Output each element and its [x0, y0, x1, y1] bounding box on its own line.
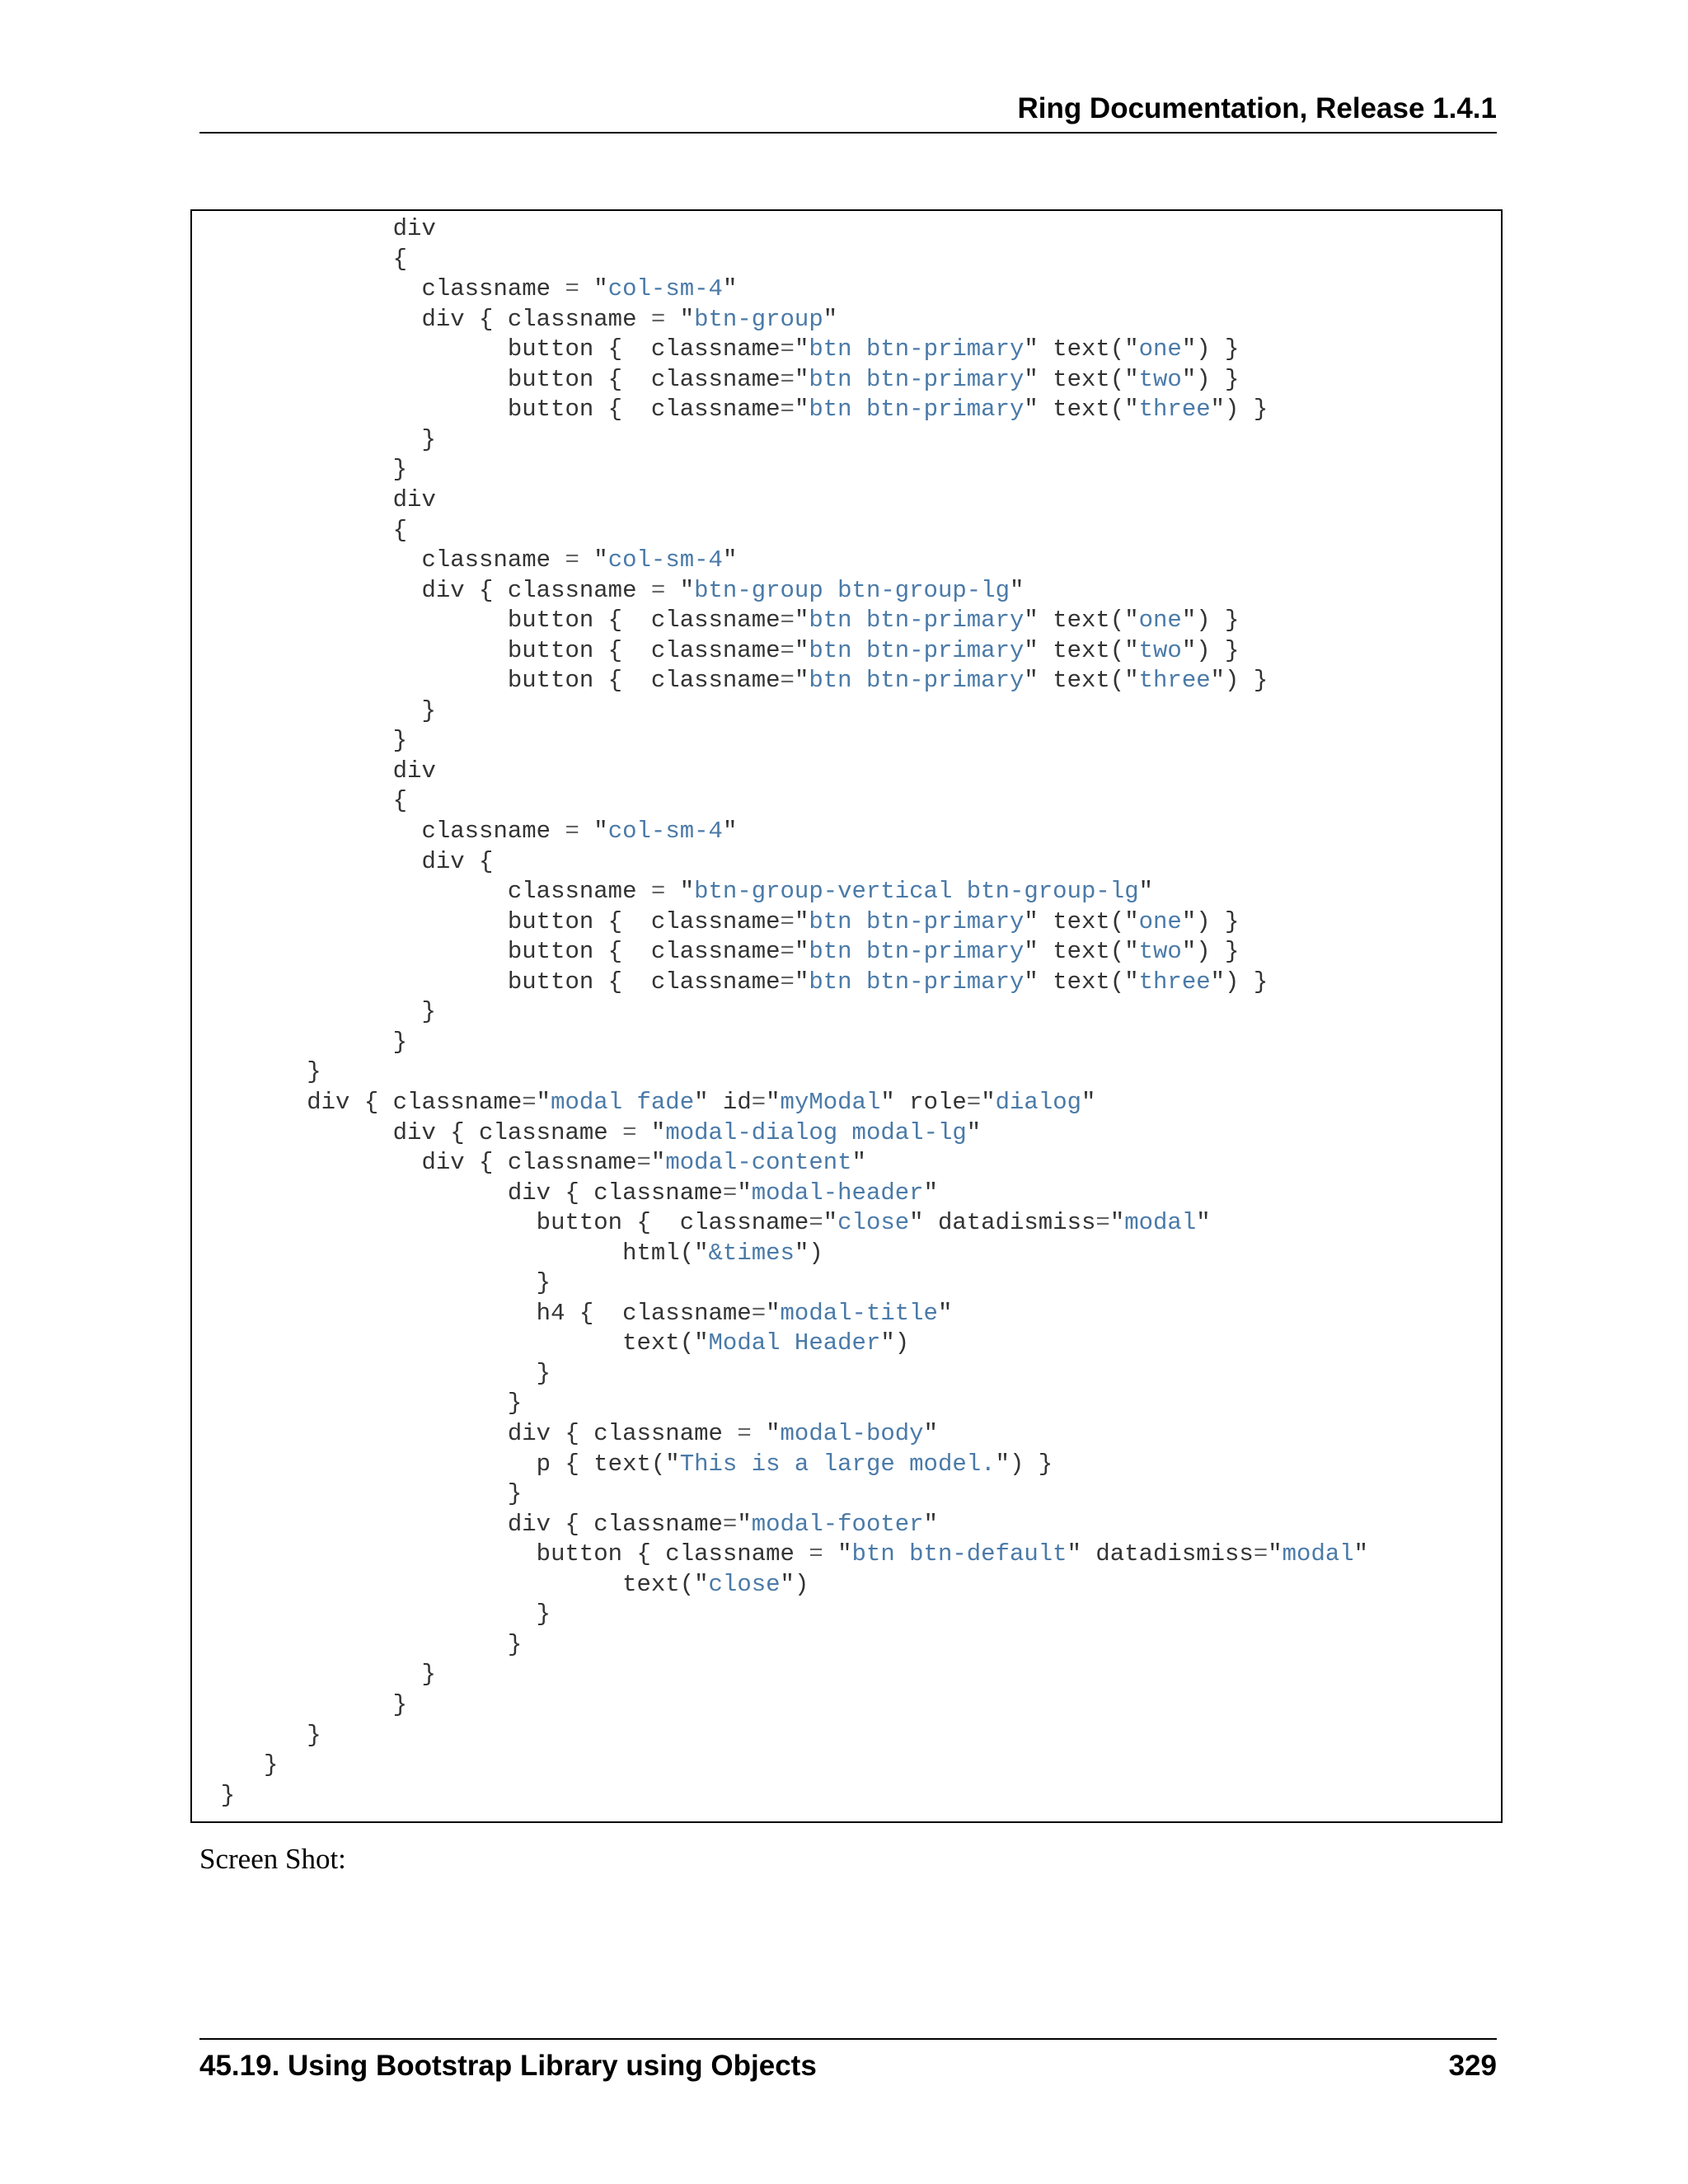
code-line: div { classname="modal-header"	[192, 1179, 938, 1207]
code-line: {	[192, 516, 408, 544]
code-line: text("Modal Header")	[192, 1329, 910, 1357]
code-line: }	[192, 998, 436, 1026]
code-line: }	[192, 1390, 523, 1418]
document-title: Ring Documentation, Release 1.4.1	[1017, 92, 1497, 124]
code-line: }	[192, 1269, 551, 1297]
code-block	[190, 209, 1503, 1823]
code-line: }	[192, 1781, 236, 1809]
code-line: div	[192, 215, 436, 242]
code-line: }	[192, 696, 436, 724]
code-line: button { classname="btn btn-primary" text("one") }	[192, 335, 1240, 363]
code-line: classname = "col-sm-4"	[192, 818, 738, 845]
screenshot-caption: Screen Shot:	[199, 1843, 346, 1875]
code-line: }	[192, 1721, 321, 1749]
code-line: classname = "col-sm-4"	[192, 275, 738, 303]
code-line: button { classname="btn btn-primary" text("one") }	[192, 907, 1240, 935]
code-line: button { classname="btn btn-primary" text("two") }	[192, 938, 1240, 966]
code-line: button { classname = "btn btn-default" datadismiss="modal"	[192, 1540, 1369, 1568]
code-line: div { classname="modal-content"	[192, 1149, 866, 1177]
code-line: div { classname="modal fade" id="myModal" role="dialog"	[192, 1088, 1096, 1116]
code-line: button { classname="btn btn-primary" text("one") }	[192, 607, 1240, 635]
code-line: div { classname = "btn-group btn-group-lg"	[192, 576, 1025, 604]
code-line: p { text("This is a large model.") }	[192, 1450, 1053, 1478]
code-line: h4 { classname="modal-title"	[192, 1299, 953, 1327]
page-footer	[199, 2038, 1497, 2083]
code-line: div { classname = "btn-group"	[192, 305, 838, 333]
code-line: button { classname="btn btn-primary" text("three") }	[192, 396, 1268, 424]
code-line: {	[192, 787, 408, 815]
code-line: }	[192, 1058, 321, 1086]
code-line: button { classname="btn btn-primary" text("three") }	[192, 667, 1268, 695]
code-line: {	[192, 245, 408, 273]
code-line: }	[192, 1661, 436, 1689]
code-line: div { classname = "modal-body"	[192, 1420, 938, 1447]
section-title: 45.19. Using Bootstrap Library using Objects	[199, 2050, 817, 2082]
code-line: }	[192, 456, 408, 484]
code-line: }	[192, 1690, 408, 1718]
code-line: classname = "btn-group-vertical btn-group-lg"	[192, 878, 1154, 906]
code-line: }	[192, 727, 408, 755]
code-line: html("&times")	[192, 1239, 823, 1267]
code-line: div { classname="modal-footer"	[192, 1510, 938, 1538]
page-number: 329	[1448, 2050, 1497, 2082]
code-line: }	[192, 425, 436, 453]
code-line: div	[192, 485, 436, 513]
code-line: text("close")	[192, 1570, 809, 1598]
page-header	[199, 92, 1497, 134]
code-line: div { classname = "modal-dialog modal-lg"	[192, 1118, 982, 1146]
code-line: }	[192, 1359, 551, 1387]
code-line: button { classname="btn btn-primary" text("two") }	[192, 636, 1240, 664]
code-line: button { classname="btn btn-primary" text("three") }	[192, 968, 1268, 996]
code-line: classname = "col-sm-4"	[192, 546, 738, 574]
code-line: }	[192, 1601, 551, 1629]
code-line: }	[192, 1480, 523, 1508]
code-line: button { classname="close" datadismiss="modal"	[192, 1209, 1211, 1237]
code-line: }	[192, 1751, 279, 1779]
code-line: div {	[192, 847, 494, 875]
code-line: div	[192, 757, 436, 785]
code-line: }	[192, 1028, 408, 1056]
code-line: button { classname="btn btn-primary" text("two") }	[192, 365, 1240, 393]
code-line: }	[192, 1630, 523, 1658]
